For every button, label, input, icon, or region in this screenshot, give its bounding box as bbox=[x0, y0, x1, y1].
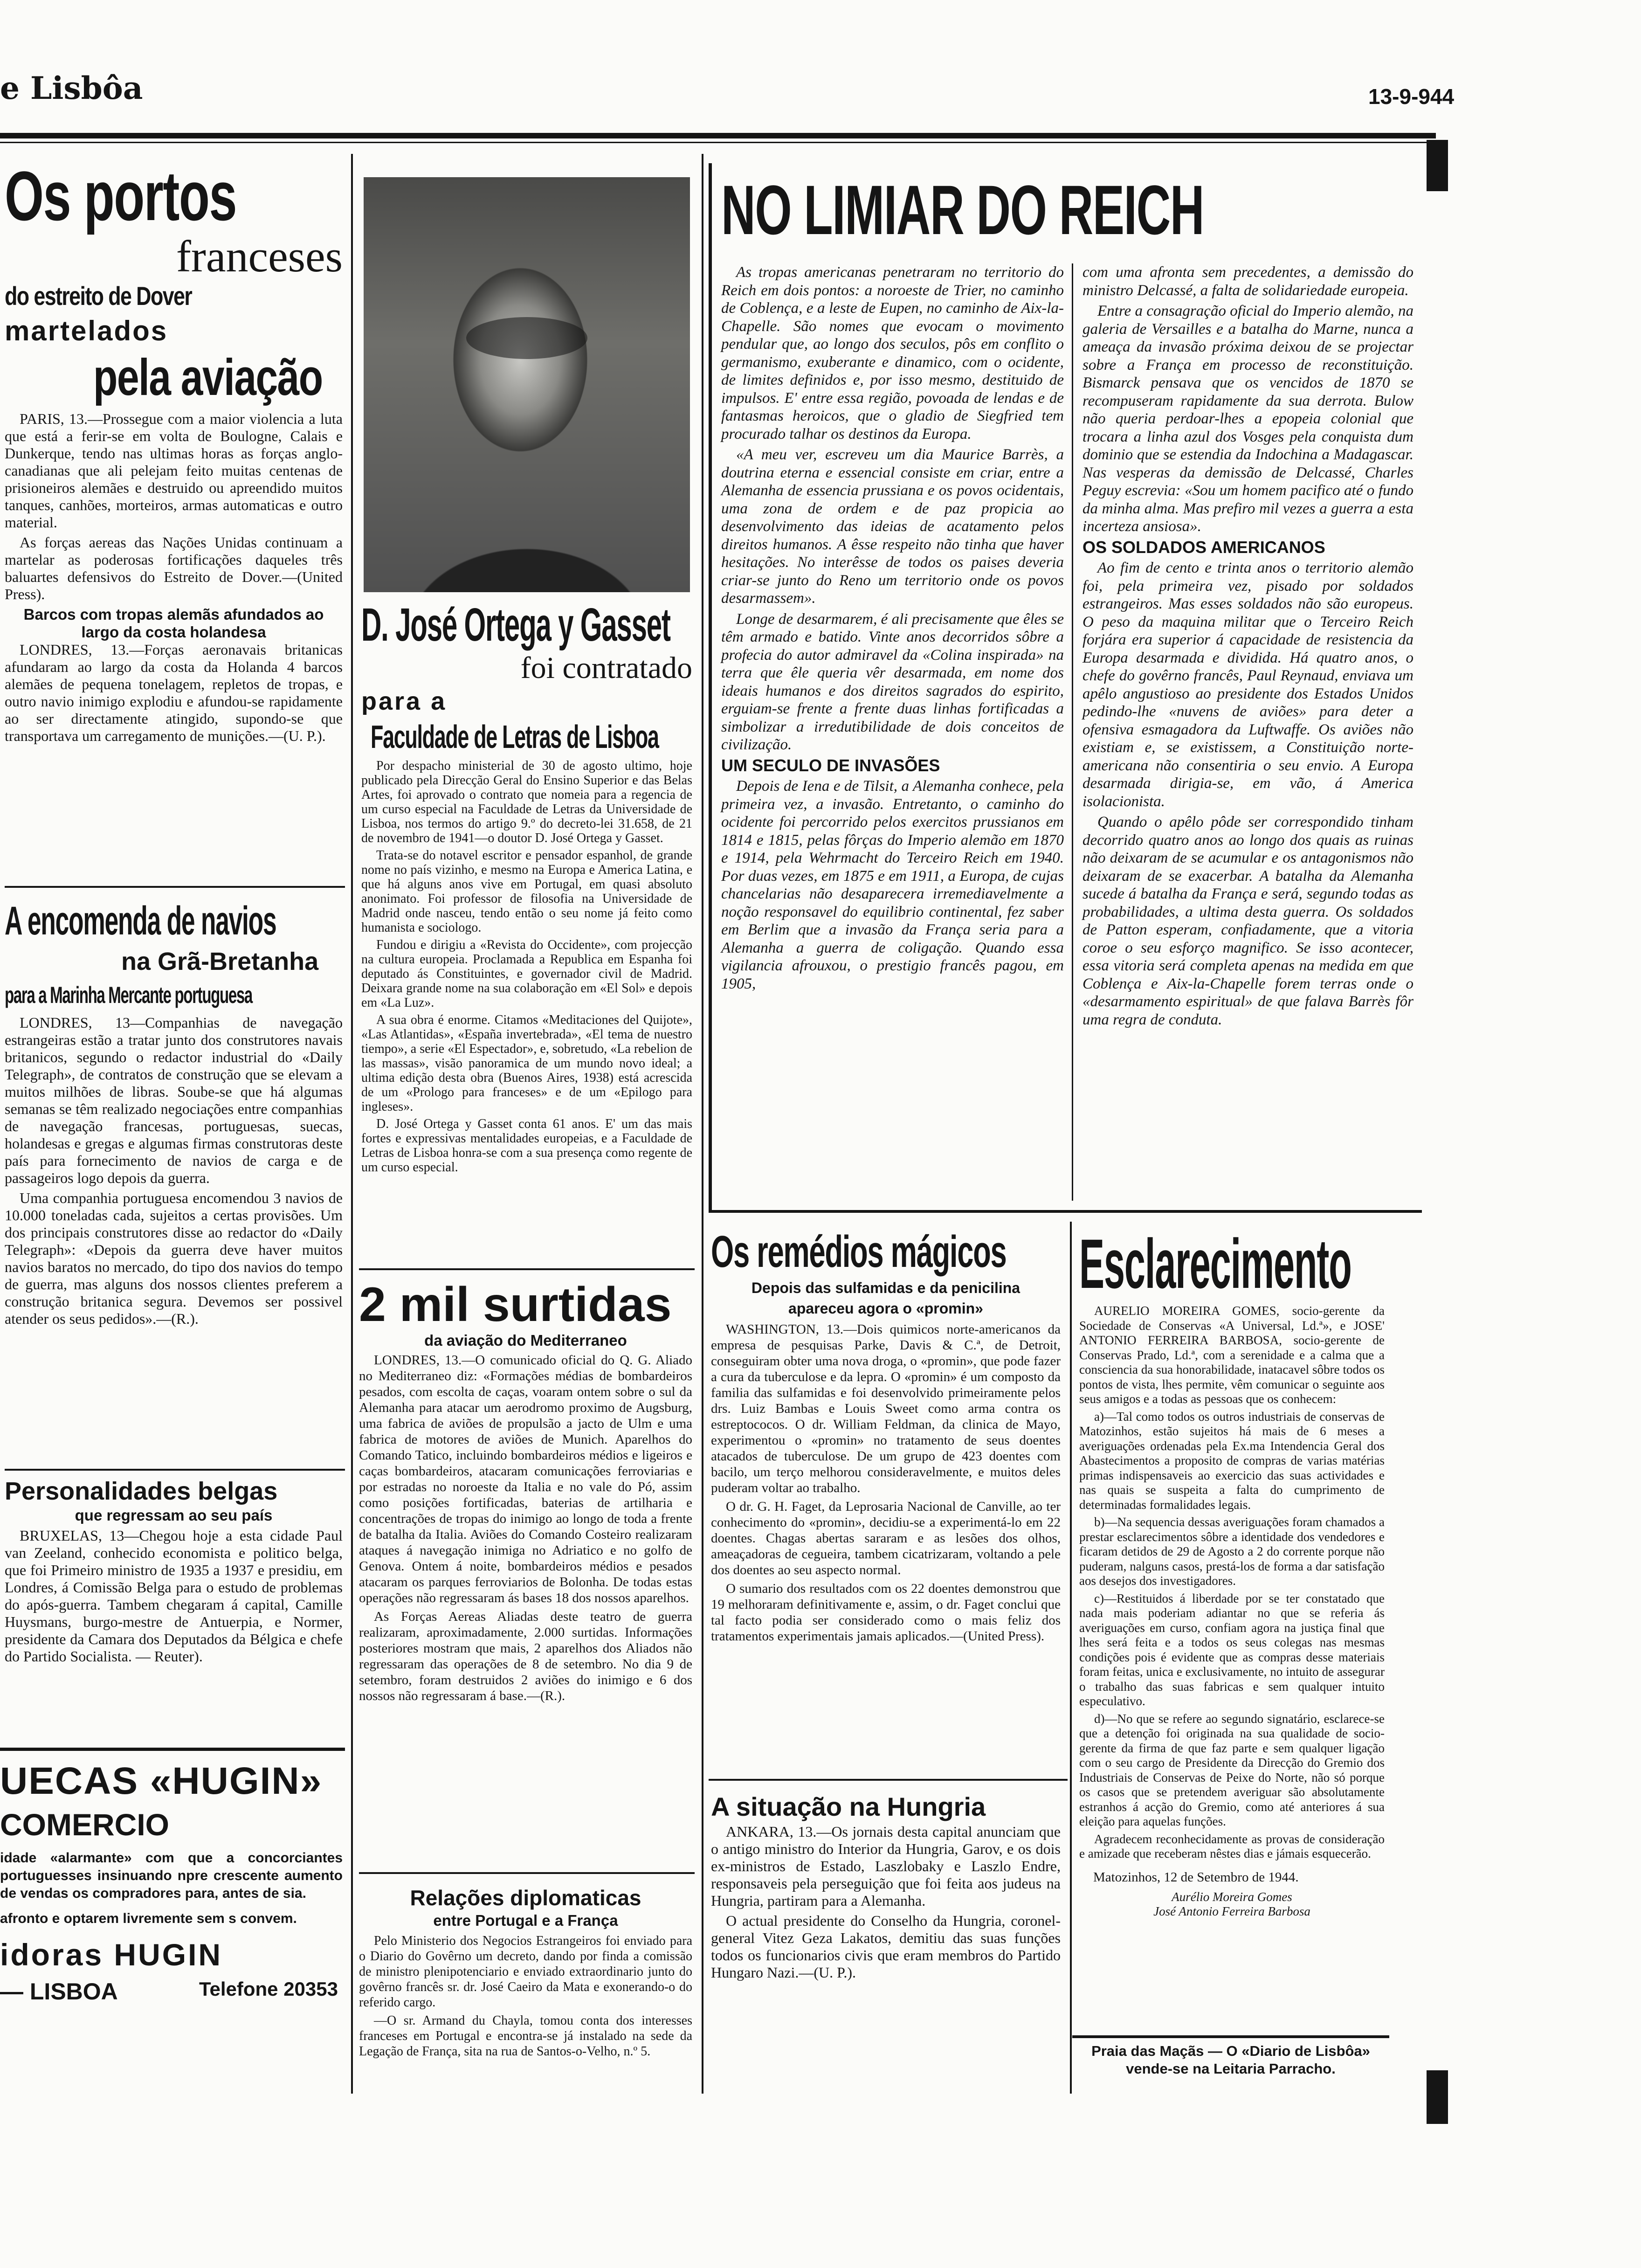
paragraph: As Forças Aereas Aliadas deste teatro de guerra realizaram, aproximadamente, 2.000 surtidas. Informações posteriores mostram que mais, 2 aparelhos dos Aliados não regressaram das operações de 8 de setembro. No dia 9 de setembro, foram destruidos 2 aviões do inimigo e 6 dos nossos não regressaram á base.—(R.). bbox=[359, 1609, 692, 1703]
advert-title: UECAS «HUGIN» bbox=[0, 1760, 323, 1802]
separator bbox=[709, 1210, 1422, 1213]
article-relacoes bbox=[359, 1884, 692, 2062]
top-rule bbox=[0, 133, 1436, 138]
notice-date: Matozinhos, 12 de Setembro de 1944. bbox=[1093, 1869, 1299, 1885]
top-rule-thin bbox=[0, 142, 1436, 143]
advert-phone: Telefone 20353 bbox=[199, 1978, 338, 2000]
headline-line: na Grã-Bretanha bbox=[121, 947, 319, 975]
separator bbox=[359, 1268, 695, 1270]
masthead: e Lisbôa bbox=[0, 70, 143, 106]
separator bbox=[5, 886, 345, 888]
paragraph: Pelo Ministerio dos Negocios Estrangeiros foi enviado para o Diario do Govêrno um decreto, dando por finda a comissão de ministro plenipotenciario e enviado extraordinario junto do govêrno francês sr. dr. José Caeiro da Mata e exonerando-o do referido cargo. bbox=[359, 1934, 692, 2010]
headline-line: pela aviação bbox=[93, 349, 323, 406]
headline: Personalidades belgas bbox=[5, 1477, 278, 1505]
headline: Os portos bbox=[5, 157, 237, 235]
advert-text: idade «alarmante» com que a concorciantes portuguesses insinuando npre crescente aumento de vendas os compradores para, antes de sia. bbox=[0, 1850, 343, 1901]
paragraph: Por despacho ministerial de 30 de agosto ultimo, hoje publicado pela Direcção Geral do Ensino Superior e das Belas Artes, foi aprovado o contrato que nomeia para a regencia de um curso especial na Faculdade de Letras da Universidade de Lisboa, nos termos do artigo 9.º do decreto-lei 31.658, de 21 de novembro de 1941—o doutor D. José Ortega y Gasset. bbox=[361, 759, 692, 845]
paragraph: Fundou e dirigiu a «Revista do Occidente», com projecção na cultura europeia. Proclamada a Republica em Espanha foi deputado ás Constituintes, e governador civil de Madrid. Deixara grande nome na sua colaboração em «El Sol» e depois em «La Luz». bbox=[361, 938, 692, 1010]
separator bbox=[359, 1872, 695, 1874]
notice-esclarecimento bbox=[1079, 1226, 1385, 1919]
advert-text: afronto e optarem livremente sem s convem. bbox=[0, 1911, 297, 1926]
paragraph: Entre a consagração oficial do Imperio alemão, na galeria de Versailles e a batalha do Marne, nunca a ameaça da invasão próxima deixou de se projectar sobre a França em processo de reconstituição. Bismarck pensava que os vencidos de 1870 se recompuseram rapidamente da sua derrota. Bulow não queria perdoar-lhes a epopeia colonial que trocara a linha azul dos Vosges pela conquista dum dominio que se estendia da Indochina a Madagascar. Nas vesperas da demissão de Delcassé, Charles Peguy escrevia: «Sou um homem pacifico até o fundo da minha alma. Mas prefiro mil vezes a guerra a esta incerteza ansiosa». bbox=[1083, 303, 1413, 535]
paragraph: A sua obra é enorme. Citamos «Meditaciones del Quijote», «Las Atlantidas», «España invertebrada», «El tema de nuestro tiempo», a serie «El Espectador», e, sobretudo, «La rebelion de las massas», visão panoramica de um mundo novo ideal; a ultima edição desta obra (Buenos Aires, 1938) está acrescida de um «Prologo para franceses» e de um «Epilogo para ingleses». bbox=[361, 1013, 692, 1114]
section-heading: UM SECULO DE INVASÕES bbox=[721, 755, 940, 775]
signature: José Antonio Ferreira Barbosa bbox=[1153, 1904, 1310, 1918]
column-divider bbox=[702, 154, 703, 2094]
advert-brand: idoras HUGIN bbox=[0, 1937, 223, 1972]
paragraph: Trata-se do notavel escritor e pensador espanhol, de grande nome no país vizinho, e mesmo na Europa e America Latina, e que há alguns anos vive em Portugal, em quasi absoluto anonimato. Foi professor de filosofia na Universidade de Madrid onde nasceu, tendo então o seu nome já feito como humanista e sociologo. bbox=[361, 848, 692, 935]
paragraph: c)—Restituidos á liberdade por se ter constatado que nada mais poderiam adiantar no que se referia ás averiguações em curso, confiam agora na justiça final que lhes será feita e a todos os seus colegas nas mesmas condições pois é evidente que as compras desse materiais foram feitas, unica e exclusivamente, no intuito de assegurar o trabalho das suas fabricas e sem qualquer intuito especulativo. bbox=[1079, 1591, 1385, 1708]
paragraph: d)—No que se refere ao segundo signatário, esclarece-se que a detenção foi originada na sua qualidade de socio-gerente da firma de que faz parte e sem qualquer ligação com o seu cargo de Presidente da Direcção do Gremio dos Industriais de Conservas de Peixe do Norte, não só porque os casos que se pretendem averiguar são absolutamente estranhos á acção do Gremio, como até anteriores á sua eleição para aquelas funções. bbox=[1079, 1711, 1385, 1828]
portrait-photo bbox=[364, 177, 690, 592]
headline-line: martelados bbox=[5, 315, 168, 346]
article-portos bbox=[5, 159, 343, 747]
portrait-face-shadow bbox=[466, 317, 587, 359]
section-heading: OS SOLDADOS AMERICANOS bbox=[1083, 537, 1325, 557]
paragraph: AURELIO MOREIRA GOMES, socio-gerente da Sociedade de Conservas «A Universal, Ld.ª», e JOSE' ANTONIO FERREIRA BARBOSA, socio-gerente de Conservas Prado, Ld.ª, com a serenidade e a calma que a consciencia da sua honorabilidade, inatacavel sôbre todos os pontos de vista, lhes permite, vêm comunicar o seguinte aos seus amigos e a todas as pessoas que os conhecem: bbox=[1079, 1304, 1385, 1406]
paragraph: LONDRES, 13—Companhias de navegação estrangeiras estão a tratar junto dos construtores navais britanicos, segundo o redactor industrial do «Daily Telegraph», de contratos de construção que se elevam a muitos milhões de libras. Soube-se que há algumas semanas se têm realizado negociações entre companhias de navegação francesas, portuguesas, suecas, holandesas e gregas e algumas firmas construtoras deste país para fornecimento de navios de carga e de passageiros logo depois da guerra. bbox=[5, 1014, 343, 1186]
headline-line: Faculdade de Letras de Lisboa bbox=[371, 719, 659, 755]
edge-mark bbox=[1427, 140, 1448, 191]
paragraph: com uma afronta sem precedentes, a demissão do ministro Delcassé, a falta de solidariedade europeia. bbox=[1083, 264, 1413, 299]
headline-line: para a Marinha Mercante portuguesa bbox=[5, 982, 252, 1008]
paragraph: O sumario dos resultados com os 22 doentes demonstrou que 19 melhoraram definitivamente e, assim, o dr. Faget conclui que tal facto podia ser considerado como o mais feliz dos tratamentos experimentais jamais aplicados.—(United Press). bbox=[711, 1581, 1061, 1644]
paragraph: b)—Na sequencia dessas averiguações foram chamados a prestar esclarecimentos sôbre a identidade dos vendedores e ficaram detidos de 29 de Agosto a 2 do corrente porque não puderam, nalguns casos, prestá-los de forma a dar satisfação aos desejos dos investigadores. bbox=[1079, 1515, 1385, 1588]
paragraph: As forças aereas das Nações Unidas continuam a martelar as poderosas fortificações daqueles três baluartes defensivos do Estreito de Dover.—(United Press). bbox=[5, 534, 343, 602]
issue-date: 13-9-944 bbox=[1368, 84, 1455, 109]
article-belgas bbox=[5, 1476, 343, 1668]
paragraph: Longe de desarmarem, é ali precisamente que êles se têm armado e batido. Vinte anos decorridos sôbre a profecia do autor admiravel da «Colina inspirada» na terra que êle queria vêr desarmada, em nome dos ideais humanos e dos direitos sagrados do espirito, erguiam-se frente a frente duas linhas fortificadas a simbolizar a irredutibilidade de dois conceitos de civilização. bbox=[721, 610, 1064, 753]
paragraph: BRUXELAS, 13—Chegou hoje a esta cidade Paul van Zeeland, conhecido economista e politico belga, que foi Primeiro ministro de 1935 a 1937 e presidiu, em Londres, á Comissão Belga para o estudo de problemas do após-guerra. Tambem chegaram á capital, Camille Huysmans, burgo-mestre de Antuerpia, e Normer, presidente da Camara dos Deputados da Bélgica e chefe do Partido Socialista. — Reuter). bbox=[5, 1527, 343, 1665]
headline: NO LIMIAR DO REICH bbox=[721, 171, 1204, 249]
paragraph: Uma companhia portuguesa encomendou 3 navios de 10.000 toneladas cada, sujeitos a certas provisões. Um dos principais construtores disse ao redactor do «Daily Telegraph»: «Depois da guerra deve haver muitos navios baratos no mercado, do tipo dos navios do tempo de guerra, mas alguns dos nossos clientes preferem a construção britanica segura. Devemos ser possivel atender os seus pedidos».—(R.). bbox=[5, 1189, 343, 1327]
paragraph: Agradecem reconhecidamente as provas de consideração e amizade que receberam nêstes dias e jámais esquecerão. bbox=[1079, 1832, 1385, 1860]
headline-line: do estreito de Dover bbox=[5, 281, 192, 311]
article-navios bbox=[5, 898, 343, 1330]
article-reich bbox=[709, 163, 1425, 1210]
subheading: Depois das sulfamidas e da penicilina apareceu agora o «promin» bbox=[751, 1279, 1020, 1317]
paragraph: Quando o apêlo pôde ser correspondido tinham decorrido quatro anos ao longo dos quais as ruinas não deixaram de se acumular e os antagonismos não deixaram de se exacerbar. A batalha da Alemanha sucede á batalha da França e será, segundo todas as probabilidades, a ultima desta guerra. Os soldados de Patton esperam, confiadamente, que a vitoria coroe o seu esforço magnifico. Se isso acontecer, essa vitoria será completa apenas na medida em que Coblença e Aix-la-Chapelle forem terras onde o «desarmamento espiritual» de que falava Barrès fôr uma regra de conduta. bbox=[1083, 814, 1413, 1028]
signature: Aurélio Moreira Gomes bbox=[1172, 1889, 1292, 1904]
subheading: da aviação do Mediterraneo bbox=[424, 1332, 627, 1349]
column-divider bbox=[1072, 263, 1073, 1201]
paragraph: Ao fim de cento e trinta anos o territorio alemão foi, pela primeira vez, pisado por soldados estrangeiros. Mas esses soldados não são europeus. O peso da maquina militar que o Terceiro Reich forjára era superior á capacidade de resistencia da Europa desarmada e dividida. Há quatro anos, o chefe do govêrno francês, Paul Reynaud, enviava um apêlo angustioso ao presidente dos Estados Unidos pedindo-lhe «nuvens de aviões» para deter a ofensiva esmagadora da Luftwaffe. Os aviões não existiam e, se existissem, a Constituição norte-americana não consentiria o seu envio. A Europa desarmada dirigia-se, em vão, á America isolacionista. bbox=[1083, 560, 1413, 810]
article-remedios bbox=[711, 1226, 1061, 1647]
headline-line: foi contratado bbox=[520, 651, 692, 685]
subheading: entre Portugal e a França bbox=[433, 1912, 618, 1929]
column-divider bbox=[1070, 1222, 1072, 2094]
separator bbox=[0, 1748, 345, 1751]
advert-subtitle: COMERCIO bbox=[0, 1807, 169, 1842]
subheading: que regressam ao seu país bbox=[75, 1507, 273, 1524]
paragraph: WASHINGTON, 13.—Dois quimicos norte-americanos da empresa de pesquisas Parke, Davis & C.ª, de Detroit, conseguiram obter uma nova droga, o «promin», que pode fazer a cura da tuberculose e da lepra. O «promin» é um composto da familia das sulfamidas e foi desenvolvido primeiramente pelos drs. Luiz Bambas e Louis Sweet como arma contra os estreptococos. O dr. William Feldman, da clinica de Mayo, experimentou o «promin» no tratamento de seus doentes atacados de tuberculose. De um grupo de 423 doentes com bacilo, um terço melhorou consideravelmente, e muitos deles puderam voltar ao trabalho. bbox=[711, 1322, 1061, 1495]
article-surtidas bbox=[359, 1278, 692, 1707]
headline-line: franceses bbox=[176, 231, 343, 281]
article-hungria bbox=[711, 1791, 1061, 1984]
paragraph: «A meu ver, escreveu um dia Maurice Barrès, a doutrina eterna e essencial consiste em criar, entre a Alemanha de essencia prussiana e os povos ocidentais, uma zona de ordem e de paz propicia ao desenvolvimento das ideias de acatamento pelos direitos humanos. A êsse respeito não tinha que haver hesitações. No interêsse de todos os paises deveria criar-se junto do Reno um territorio onde os povos desarmassem». bbox=[721, 446, 1064, 607]
separator bbox=[709, 1779, 1068, 1781]
headline: A encomenda de navios bbox=[5, 899, 276, 943]
paragraph: Depois de Iena e de Tilsit, a Alemanha conhece, pela primeira vez, a invasão. Entretanto, o caminho do ocidente foi percorrido pelos exercitos prussianos em 1814 e 1815, pelas fôrças do Imperio alemão em 1870 e 1914, pela Wehrmacht do Terceiro Reich em 1940. Por duas vezes, em 1875 e em 1911, a Europa, de cujas chancelarias não desaparecera irremediavelmente a noção responsavel do equilibrio continental, fez saber em Berlim que a invasão da França seria para a Alemanha a guerra de coligação. Quando essa vigilancia afrouxou, o prestigio francês pagou, em 1905, bbox=[721, 778, 1064, 992]
headline: D. José Ortega y Gasset bbox=[361, 599, 670, 651]
separator bbox=[5, 1469, 345, 1471]
headline: Esclarecimento bbox=[1079, 1224, 1351, 1303]
praia-note: Praia das Maçãs — O «Diario de Lisbôa» vende-se na Leitaria Parracho. bbox=[1091, 2043, 1370, 2077]
paragraph: LONDRES, 13.—Forças aeronavais britanicas afundaram ao largo da costa da Holanda 4 barcos alemães de pequena tonelagem, repletos de tropas, e outro navio inimigo explodiu e afundou-se rapidamente ao ser directamente atingido, supondo-se que transportava um carregamento de munições.—(U. P.). bbox=[5, 641, 343, 744]
article-ortega bbox=[361, 599, 692, 1177]
headline: Relações diplomaticas bbox=[410, 1886, 641, 1910]
paragraph: ANKARA, 13.—Os jornais desta capital anunciam que o antigo ministro do Interior da Hungria, Garov, e os dois ex-ministros de Estado, Laszlobaky e Laszlo Endre, responsaveis pela perseguição que foi feita aos judeus na Hungria, partiram para a Alemanha. bbox=[711, 1823, 1061, 1909]
subheading: Barcos com tropas alemãs afundados ao largo da costa holandesa bbox=[23, 606, 324, 641]
separator bbox=[1072, 2035, 1389, 2038]
paragraph: —O sr. Armand du Chayla, tomou conta dos interesses franceses em Portugal e encontra-se já instalado na sede da Legação de França, sita na rua de Santos-o-Velho, n.º 5. bbox=[359, 2013, 692, 2059]
headline-line: para a bbox=[361, 687, 447, 715]
paragraph: O dr. G. H. Faget, da Leprosaria Nacional de Canville, ao ter conhecimento do «promin», decidiu-se a experimentá-lo em 22 doentes. Chagas abertas sararam e as lesões dos olhos, ameaçadoras de cegueira, tambem cicatrizaram, voltando a pele dos doentes ao seu aspecto normal. bbox=[711, 1499, 1061, 1577]
paragraph: O actual presidente do Conselho da Hungria, coronel-general Vitez Geza Lakatos, demitiu das suas funções todos os funcionarios civis que eram membros do Partido Hungaro Nazi.—(U. P.). bbox=[711, 1912, 1061, 1981]
column-divider bbox=[351, 154, 353, 2094]
hugin-advert bbox=[0, 1758, 343, 2084]
paragraph: As tropas americanas penetraram no territorio do Reich em dois pontos: a noroeste de Trier, no caminho de Coblença, e a leste de Eupen, no caminho de Aix-la-Chapelle. São nomes que evocam o movimento pendular que, ao longo dos seculos, pôs em conflito o germanismo, exuberante e dinamico, com o ocidente, de limites definidos e, por isso mesmo, destituido de impulsos. E' entre essa região, povoada de lendas e de fantasmas heroicos, que o gladio de Siegfried tem procurado talhar os destinos da Europa. bbox=[721, 264, 1064, 443]
paragraph: D. José Ortega y Gasset conta 61 anos. E' um das mais fortes e expressivas mentalidades europeias, e a Faculdade de Letras de Lisboa honra-se com a sua presença como regente de um curso especial. bbox=[361, 1117, 692, 1175]
headline: Os remédios mágicos bbox=[711, 1227, 1007, 1277]
headline: 2 mil surtidas bbox=[359, 1278, 672, 1332]
headline: A situação na Hungria bbox=[711, 1792, 986, 1821]
advert-city: — LISBOA bbox=[0, 1978, 118, 2005]
paragraph: LONDRES, 13.—O comunicado oficial do Q. G. Aliado no Mediterraneo diz: «Formações médias de bombardeiros pesados, com escolta de caças, voaram ontem sobre o sul da Alemanha para atacar um aerodromo proximo de Augsburg, uma fabrica de aviões de propulsão a jacto de Ulm e uma fabrica de motores de aviões de Munich. Aparelhos do Comando Tatico, incluindo bombardeiros médios e ligeiros e caças bombardeiros, atacaram comunicações ferroviarias e por estradas no noroeste da Italia e no vale do Pó, assim como posições fortificadas, baterias de artilharia e concentrações de tropas do inimigo ao longo de toda a frente de batalha da Italia. Aviões do Comando Costeiro realizaram ataques á navegação inimiga no Adriatico e no golfo de Genova. Ontem á noite, bombardeiros médios e pesados atacaram os parques ferroviarios de Bolonha. De todas estas operações não regressaram ás bases 18 dos nossos aparelhos. bbox=[359, 1353, 692, 1605]
edge-mark bbox=[1427, 2070, 1448, 2124]
paragraph: PARIS, 13.—Prossegue com a maior violencia a luta que está a ferir-se em volta de Boulogne, Calais e Dunkerque, tendo nas ultimas horas as forças anglo-canadianas que ali pelejam feito muitas centenas de prisioneiros alemães e destruido ou apreendido muitos tanques, canhões, morteiros, armas automaticas e outro material. bbox=[5, 410, 343, 531]
paragraph: a)—Tal como todos os outros industriais de conservas de Matozinhos, estão sujeitos há mais de 6 meses a averiguações ordenadas pela Ex.ma Intendencia Geral dos Abastecimentos a proposito de compras de varias matérias primas indispensaveis ao exercicio das suas actividades e nas quais se suspeita a falta do cumprimento de determinadas formalidades legais. bbox=[1079, 1409, 1385, 1512]
